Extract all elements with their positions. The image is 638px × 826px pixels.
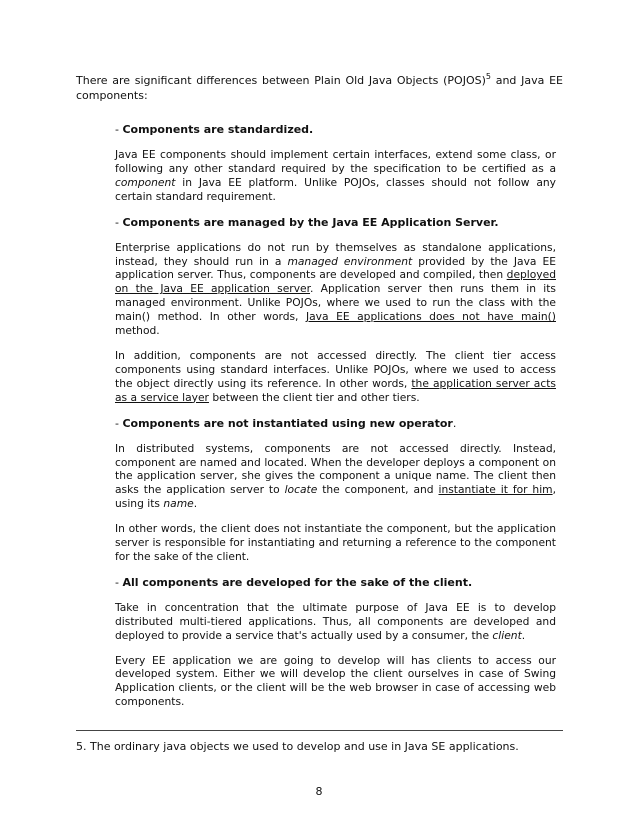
text-run: . (193, 497, 198, 511)
text-run: Java EE components should implement certain interfaces, extend some class, or following any other standard required by the specification to be certified as a (115, 148, 556, 175)
text-run: method. (115, 324, 160, 338)
emphasis-text: locate (284, 483, 318, 497)
underlined-text: the application server acts as a service layer (115, 376, 556, 404)
heading-text: Components are managed by the Java EE Application Server. (122, 215, 499, 229)
section-list (115, 122, 556, 720)
body-paragraph (115, 601, 556, 643)
body-paragraph (115, 349, 556, 405)
emphasis-text: client (492, 628, 522, 642)
text-run: in Java EE platform. Unlike POJOs, classes should not follow any certain standard requirement. (115, 175, 556, 203)
text-run: Take in concentration that the ultimate purpose of Java EE is to develop distributed multi-tiered applications. Thus, all components are developed and deployed to provide a service that's actually used by a consumer, the (115, 600, 556, 642)
page-number: 8 (315, 785, 323, 798)
footnote-text: The ordinary java objects we used to develop and use in Java SE applications. (86, 740, 519, 753)
heading-dash: - (115, 215, 123, 229)
underlined-text: deployed on the Java EE application server (115, 268, 556, 296)
text-run: In addition, components are not accessed directly. The client tier access components using standard interfaces. Unlike POJOs, where we used to access the object directly using its reference. In other words, (115, 348, 556, 390)
heading-dash: - (115, 575, 123, 589)
heading-dash: - (115, 416, 123, 430)
section-heading (115, 416, 556, 431)
text-run: . (521, 628, 526, 642)
intro-paragraph (76, 73, 563, 103)
heading-text: Components are standardized. (122, 123, 314, 136)
emphasis-text: managed environment (287, 254, 413, 268)
text-run: . Application server then runs them in its managed environment. Unlike POJOs, where we used to run the class with the main() method. In other words, (115, 282, 556, 324)
body-paragraph (115, 148, 556, 204)
text-run: Enterprise applications do not run by themselves as standalone applications, instead, they should run in a (115, 240, 556, 268)
section-heading (115, 122, 556, 137)
section-heading (115, 215, 556, 230)
text-run: the component, and (317, 483, 439, 497)
emphasis-text: component (115, 175, 176, 189)
text-run: provided by the Java EE application server. Thus, components are developed and compiled, then (115, 254, 557, 282)
heading-text: Components are not instantiated using new operator (122, 416, 453, 430)
section-heading (115, 575, 556, 590)
heading-text: All components are developed for the sake of the client. (122, 575, 473, 589)
heading-suffix: . (452, 416, 457, 430)
text-run: Every EE application we are going to develop will has clients to access our developed system. Either we will develop the client ourselves in case of Swing Application clients, or the client will be the web browser in case of accessing web components. (115, 653, 556, 709)
text-run: , using its (115, 483, 556, 511)
body-paragraph (115, 654, 556, 710)
emphasis-text: name (163, 497, 194, 511)
text-run: In other words, the client does not instantiate the component, but the application server is responsible for instantiating and returning a reference to the component for the sake of the client. (115, 522, 556, 563)
intro-text-end: and Java EE components: (76, 74, 563, 102)
underlined-text: Java EE applications does not have main() (305, 310, 556, 324)
text-run: between the client tier and other tiers. (208, 390, 420, 404)
footnote-number: 5. (76, 740, 87, 753)
body-paragraph (115, 241, 556, 338)
text-run: In distributed systems, components are not accessed directly. Instead, component are named and located. When the developer deploys a component on the application server, she gives the component a unique name. The client then asks the application server to (115, 441, 556, 497)
footnote (76, 739, 563, 754)
heading-dash: - (115, 123, 123, 136)
footnote-reference: 5 (485, 72, 491, 81)
footnote-separator (76, 730, 563, 731)
body-paragraph (115, 442, 556, 512)
underlined-text: instantiate it for him (438, 483, 553, 497)
intro-text: There are significant differences between Plain Old Java Objects (POJOS) (76, 74, 486, 87)
body-paragraph (115, 522, 556, 564)
